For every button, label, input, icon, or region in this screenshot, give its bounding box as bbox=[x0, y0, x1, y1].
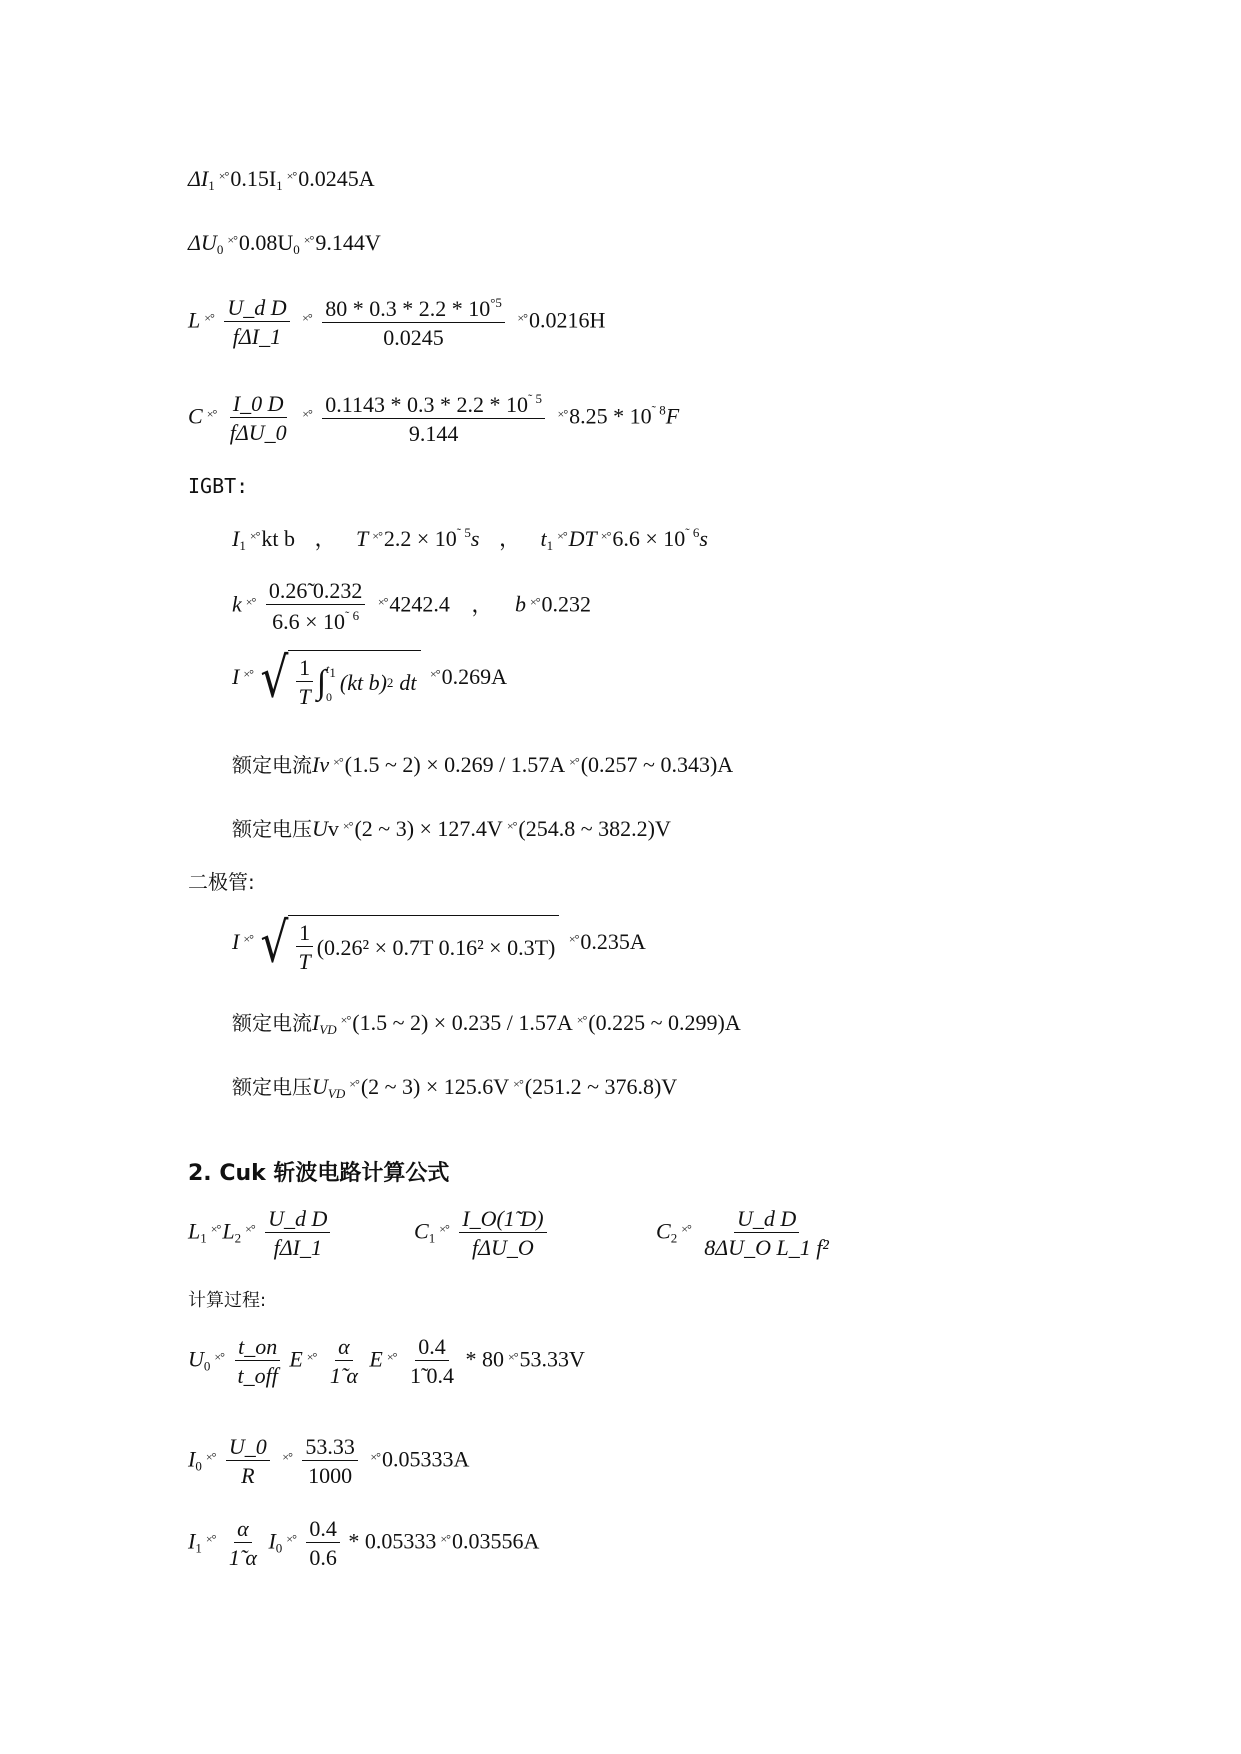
igbt-eq-rated-voltage: 额定电压Uv ×°(2 ~ 3) × 127.4V ×°(254.8 ~ 382.2)V bbox=[232, 816, 671, 841]
diode-eq-rms-current: I ×° √ $\frac{1}{T}$ (0.26² × 0.7T͏ 0.16² × 0.3T) ×°0.235A bbox=[232, 911, 646, 976]
diode-eq-rated-current: 额定电流$I_{VD}^{\times^\circ}(1.5$ ~ 2) × 0.235 / 1.57A ×°(0.225 ~ 0.299)A bbox=[232, 1010, 741, 1037]
sqrt-symbol: √ $\frac{1}{T}$ ∫ $t_1$ 0 (kt͏ b) 2 dt bbox=[260, 650, 420, 708]
diode-label: 二极管: bbox=[188, 870, 255, 894]
igbt-eq-slope: k ×° $\frac{0.26̃ 0.232}{6.6 \times 10^{˜ 6}}$ ×°4242.4 ， b ×°0.232 bbox=[232, 578, 592, 634]
igbt-eq-current-params: $I_1^{\times^\circ}kt͏$ b ， T $^{\times^\circ}2.2 \times 10^{˜ 5}s$ ， $t_1^{\times^\circ}DT$ $^{\times^\circ}6.6 \times 10^{˜ 6}s$ bbox=[232, 525, 708, 553]
eq-capacitance: C ×° $\frac{I\_0 D}{\text{fΔU\_0}}$ ×° $\frac{0.1143 * 0.3 * 2.2 * 10^{˜ 5}}{9.144}$ $^{\times^\circ}8.25 * 10^{˜ 8}F$ bbox=[188, 391, 680, 446]
eq-inductance: L ×° $\frac{\text{U\_d D}}{\text{fΔI\_1}}$ ×° $\frac{80 * 0.3 * 2.2 * 10^{^\circ 5}}{0.0245}$ ×°0.0216H bbox=[188, 295, 606, 350]
calc-label: 计算过程: bbox=[188, 1290, 267, 1311]
section-heading-cuk: 2. Cuk 斩波电路计算公式 bbox=[188, 1161, 450, 1186]
sqrt-symbol: √ $\frac{1}{T}$ (0.26² × 0.7T͏ 0.16² × 0.3T) bbox=[260, 915, 559, 973]
cuk-eq-u0: $U_0^{\times^\circ}$ $\frac{t\_on}{\text{t\_off}}$ E ×° $\frac{\alpha}{1̃ \alpha}$ E ×° $\frac{0.4}{1̃ 0.4}$ * 80 ×°53.33V bbox=[188, 1334, 585, 1388]
cuk-formula-inductors: $L_1^{\times^\circ}L_2^{\times^\circ}$ $\frac{\text{U\_d D}}{\text{fΔI\_1}}$ bbox=[188, 1208, 333, 1259]
cuk-eq-i0: $I_0^{\times^\circ}$ $\frac{U\_0}{R}$ ×° $\frac{53.33}{1000}$ ×°0.05333A bbox=[188, 1434, 470, 1488]
cuk-eq-i1: $I_1^{\times^\circ}$ $\frac{\alpha}{1̃ \alpha}$ $I_0^{\times^\circ}$ $\frac{0.4}{0.6}$ * 0.05333 ×°0.03556A bbox=[188, 1516, 540, 1570]
cuk-formula-c2: $C_2^{\times^\circ}$ $\frac{\text{U\_d D}}{\text{8ΔU\_O L\_1 f²}}$ bbox=[656, 1206, 829, 1260]
igbt-eq-rated-current: 额定电流Iv ×°(1.5 ~ 2) × 0.269 / 1.57A ×°(0.257 ~ 0.343)A bbox=[232, 752, 734, 777]
igbt-label: IGBT: bbox=[188, 474, 249, 498]
igbt-eq-rms-current: I ×° √ $\frac{1}{T}$ ∫ $t_1$ 0 (kt͏ b) 2 dt ×°0.269A bbox=[232, 646, 507, 711]
eq-delta-i1: $\Delta I_1^{\times^\circ}0.15I_1^{\times^\circ}0.0245A$ bbox=[188, 166, 375, 193]
diode-eq-rated-voltage: 额定电压$U_{VD}^{\times^\circ}(2$ ~ 3) × 125.6V ×°(251.2 ~ 376.8)V bbox=[232, 1074, 678, 1101]
eq-delta-u0: $\Delta U_0^{\times^\circ}0.08U_0^{\times^\circ}9.144V$ bbox=[188, 230, 381, 257]
cuk-formula-c1: $C_1^{\times^\circ}$ $\frac{I\_O(1̃ D)}{\text{fΔU\_O}}$ bbox=[414, 1208, 550, 1259]
